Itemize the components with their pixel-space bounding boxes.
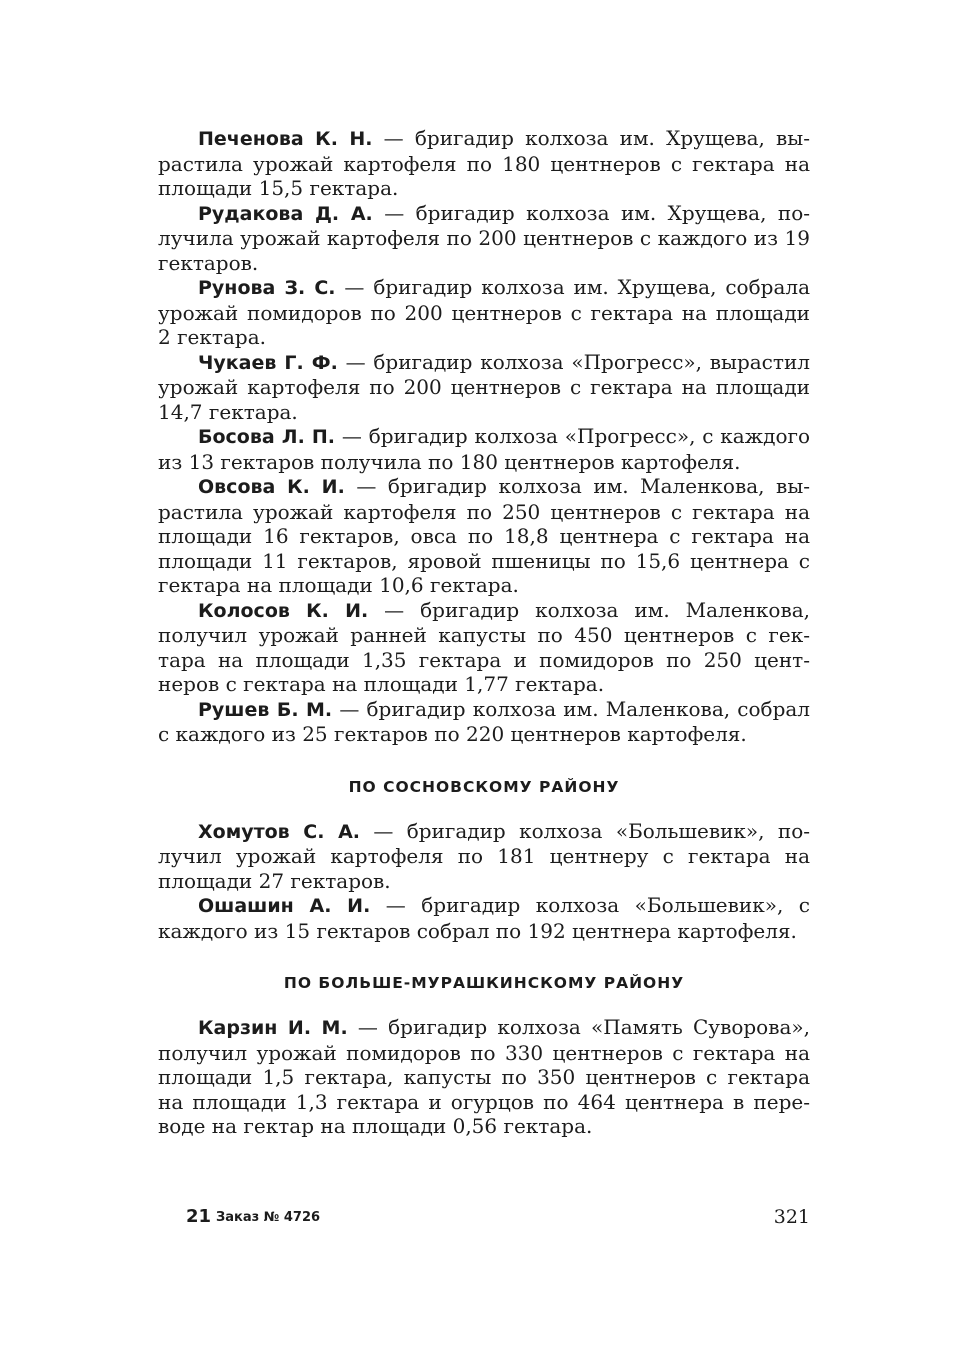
entry-description: — бригадир колхоза «Память Суворова», получил урожай помидоров по 330 центнеров с гектара на площади 1,5 гектара, капусты по 350 центнеров с гектара на площади 1,3 гектара и огурцов по 464 центнера в переводе на гектар на площади 0,56 гектара. bbox=[158, 1015, 810, 1138]
brigadier-name: Карзин И. М. bbox=[198, 1017, 348, 1039]
brigadier-name: Овсова К. И. bbox=[198, 476, 345, 498]
brigadier-name: Босова Л. П. bbox=[198, 426, 336, 448]
brigadier-entry bbox=[158, 126, 810, 201]
section-heading: ПО БОЛЬШЕ-МУРАШКИНСКОМУ РАЙОНУ bbox=[283, 974, 685, 992]
brigadier-name: Колосов К. И. bbox=[198, 599, 369, 622]
brigadier-name: Печенова К. Н. bbox=[198, 128, 373, 150]
brigadier-name: Рунова З. С. bbox=[198, 277, 336, 299]
brigadier-name: Чукаев Г. Ф. bbox=[198, 351, 338, 374]
entry-description: — бригадир колхоза «Большевик», с каждого из 15 гектаров собрал по 192 центнера картофеля. bbox=[158, 893, 811, 943]
brigadier-entry bbox=[158, 201, 810, 276]
brigadier-entry bbox=[158, 697, 810, 747]
entry-description: — бригадир колхоза «Большевик», получил урожай картофеля по 181 центнеру с гектара на площади 27 гектаров. bbox=[158, 818, 810, 893]
brigadier-entry bbox=[158, 275, 810, 350]
entry-description: — бригадир колхоза им. Маленкова, получил урожай ранней капусты по 450 центнеров с гектара на площади 1,35 гектара и помидоров по 250 центнеров с гектара на площади 1,77 гектара. bbox=[158, 597, 810, 696]
page-body bbox=[158, 126, 810, 1139]
entry-description: — бригадир колхоза «Прогресс», с каждого из 13 гектаров получила по 180 центнеров картофеля. bbox=[158, 424, 810, 474]
section-heading: ПО СОСНОВСКОМУ РАЙОНУ bbox=[348, 777, 620, 796]
brigadier-name: Хомутов С. А. bbox=[198, 820, 361, 843]
page-number: 321 bbox=[773, 1206, 810, 1228]
brigadier-entry bbox=[158, 424, 810, 474]
brigadier-entry bbox=[158, 819, 810, 894]
entry-description: — бригадир колхоза им. Хрущева, вырастила урожай картофеля по 180 центнеров с гектара на площади 15,5 гектара. bbox=[158, 126, 810, 200]
brigadier-entry bbox=[158, 598, 810, 697]
brigadier-name: Рудакова Д. А. bbox=[198, 202, 373, 225]
brigadier-name: Ошашин А. И. bbox=[198, 895, 371, 917]
entry-description: — бригадир колхоза им. Хрущева, собрала урожай помидоров по 200 центнеров с гектара на площади 2 гектара. bbox=[158, 275, 810, 349]
brigadier-entry bbox=[158, 893, 810, 943]
entry-description: — бригадир колхоза им. Маленкова, собрал с каждого из 25 гектаров по 220 центнеров картофеля. bbox=[158, 696, 810, 746]
entry-description: — бригадир колхоза «Прогресс», вырастил урожай картофеля по 200 центнеров с гектара на площади 14,7 гектара. bbox=[158, 349, 810, 424]
brigadier-entry bbox=[158, 474, 810, 598]
page-footer bbox=[186, 1206, 810, 1236]
printer-signature-number: 21 bbox=[186, 1206, 212, 1227]
brigadier-entry bbox=[158, 1015, 810, 1139]
entry-description: — бригадир колхоза им. Маленкова, вырастила урожай картофеля по 250 центнеров с гектара на площади 16 гектаров, овса по 18,8 центнера с гектара на площади 11 гектаров, яровой пшеницы по 15,6 центнера с гектара на площади 10,6 гектара. bbox=[158, 474, 810, 597]
brigadier-entry bbox=[158, 350, 810, 425]
brigadier-name: Рушев Б. М. bbox=[198, 698, 333, 721]
entry-description: — бригадир колхоза им. Хрущева, получила урожай картофеля по 200 центнеров с каждого из 19 гектаров. bbox=[158, 200, 811, 275]
print-order-number: Заказ № 4726 bbox=[216, 1210, 321, 1225]
